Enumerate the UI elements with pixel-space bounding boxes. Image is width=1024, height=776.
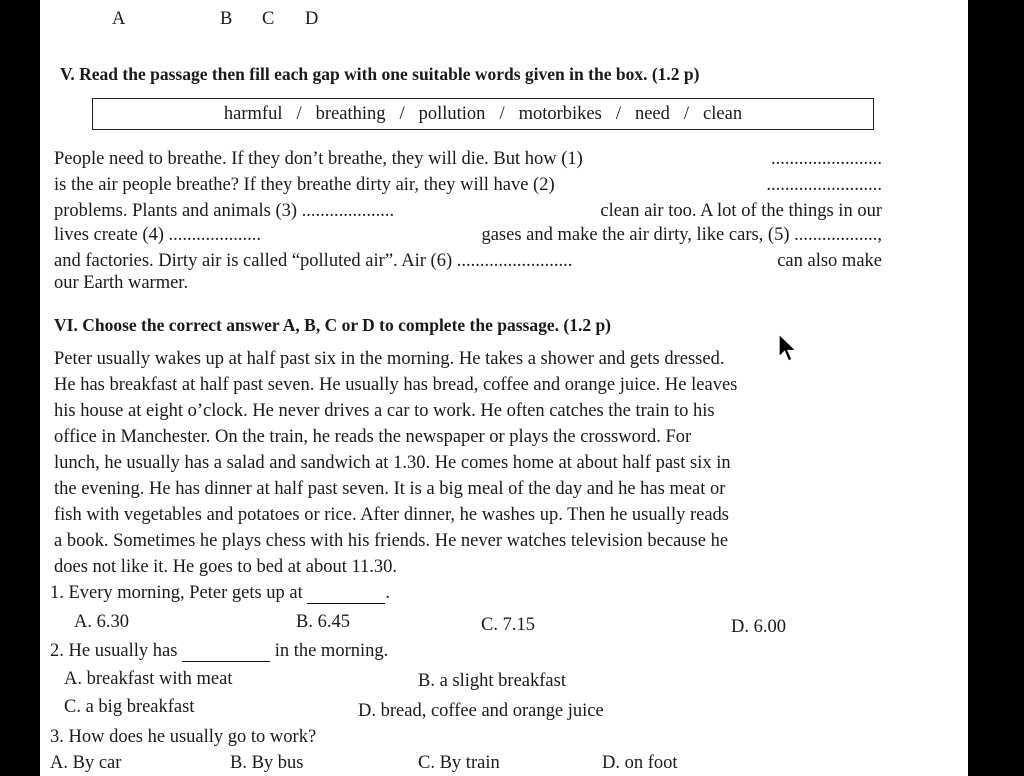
- word-1: harmful: [223, 103, 283, 124]
- top-letter-a: A: [112, 9, 126, 29]
- passage1-line-3: [54, 200, 882, 222]
- answer-blank: [182, 645, 270, 662]
- passage2-line-8: a book. Sometimes he plays chess with his friends. He never watches television because he: [54, 531, 729, 551]
- top-letter-b: B: [220, 9, 233, 29]
- passage2-line-1: Peter usually wakes up at half past six in the morning. He takes a shower and gets dressed.: [54, 349, 725, 369]
- q1-option-d: D. 6.00: [731, 617, 786, 637]
- gap-2: .........................: [766, 175, 882, 195]
- question-stem-end: .: [385, 583, 391, 603]
- word-2: breathing: [315, 103, 386, 124]
- mouse-cursor-icon: [777, 333, 799, 363]
- text-part: can also make: [777, 251, 882, 271]
- top-letter-c: C: [262, 9, 275, 29]
- word-separator: /: [499, 103, 505, 124]
- passage2-line-4: office in Manchester. On the train, he reads the newspaper or plays the crossword. For: [54, 427, 692, 447]
- question-1: [50, 582, 390, 604]
- question-2: [50, 640, 388, 662]
- passage2-line-5: lunch, he usually has a salad and sandwich at 1.30. He comes home at about half past six in: [54, 453, 731, 473]
- q3-option-a: A. By car: [50, 753, 122, 773]
- document-page: [40, 0, 968, 776]
- q3-option-c: C. By train: [418, 753, 500, 773]
- question-stem-end: in the morning.: [274, 641, 389, 661]
- word-separator: /: [399, 103, 405, 124]
- passage1-line-2: [54, 174, 882, 196]
- question-3: 3. How does he usually go to work?: [50, 727, 317, 747]
- q2-option-a: A. breakfast with meat: [64, 669, 233, 689]
- passage2-line-7: fish with vegetables and potatoes or rice. After dinner, he washes up. Then he usually reads: [54, 505, 729, 525]
- passage1-line-5: [54, 250, 882, 272]
- passage2-line-2: He has breakfast at half past seven. He usually has bread, coffee and orange juice. He leaves: [54, 375, 738, 395]
- answer-blank: [307, 587, 385, 604]
- word-6: clean: [703, 103, 743, 124]
- text-part: problems. Plants and animals (3) ....................: [54, 201, 395, 221]
- q2-option-b: B. a slight breakfast: [418, 671, 566, 691]
- section6-heading: VI. Choose the correct answer A, B, C or D to complete the passage. (1.2 p): [54, 315, 612, 335]
- word-separator: /: [683, 103, 690, 124]
- q1-option-c: C. 7.15: [481, 615, 535, 635]
- text-part: is the air people breathe? If they breathe dirty air, they will have (2): [54, 175, 555, 195]
- q1-option-b: B. 6.45: [296, 612, 350, 632]
- question-stem: 1. Every morning, Peter gets up at: [50, 583, 303, 603]
- passage2-line-6: the evening. He has dinner at half past seven. It is a big meal of the day and he has meat or: [54, 479, 726, 499]
- text-part: and factories. Dirty air is called “polluted air”. Air (6) .........................: [54, 251, 573, 271]
- q2-option-c: C. a big breakfast: [64, 697, 195, 717]
- text-part: lives create (4) ....................: [54, 225, 262, 245]
- word-box: [92, 98, 874, 130]
- question-stem: 2. He usually has: [50, 641, 178, 661]
- q2-option-d: D. bread, coffee and orange juice: [358, 701, 604, 721]
- q1-option-a: A. 6.30: [74, 612, 129, 632]
- passage1-line-1: [54, 148, 882, 170]
- passage2-line-3: his house at eight o’clock. He never drives a car to work. He often catches the train to his: [54, 401, 715, 421]
- passage1-line-4: [54, 224, 882, 246]
- passage1-line-6: our Earth warmer.: [54, 273, 189, 293]
- text-part: People need to breathe. If they don’t breathe, they will die. But how (1): [54, 149, 583, 169]
- word-5: need: [634, 103, 670, 124]
- section5-heading: V. Read the passage then fill each gap with one suitable words given in the box. (1.2 p): [60, 64, 700, 84]
- text-part: gases and make the air dirty, like cars, (5) ..................,: [481, 225, 882, 245]
- passage2-line-9: does not like it. He goes to bed at about 11.30.: [54, 557, 398, 577]
- gap-1: ........................: [771, 149, 882, 169]
- text-part: clean air too. A lot of the things in our: [600, 201, 882, 221]
- q3-option-b: B. By bus: [230, 753, 304, 773]
- top-letter-d: D: [305, 9, 319, 29]
- word-4: motorbikes: [518, 103, 602, 124]
- word-3: pollution: [418, 103, 486, 124]
- word-separator: /: [296, 103, 302, 124]
- q3-option-d: D. on foot: [602, 753, 678, 773]
- word-separator: /: [615, 103, 621, 124]
